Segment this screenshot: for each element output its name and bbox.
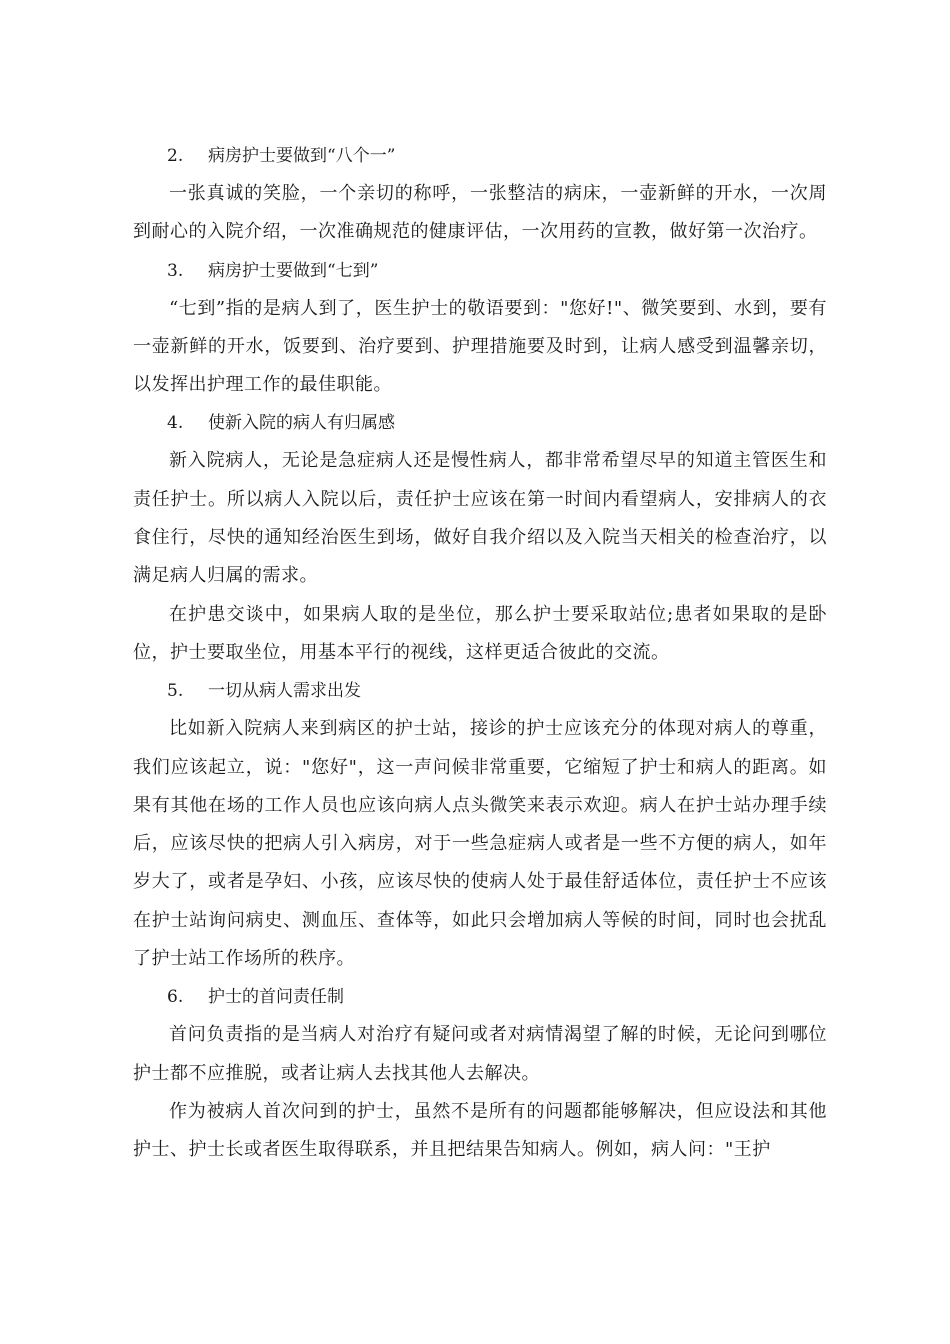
section-title: 使新入院的病人有归属感 (208, 413, 395, 434)
paragraph: 在护患交谈中，如果病人取的是坐位，那么护士要采取站位;患者如果取的是卧位，护士要取坐位，用基本平行的视线，这样更适合彼此的交流。 (133, 603, 827, 663)
section-title: 病房护士要做到“七到” (208, 260, 379, 281)
document-page (133, 137, 827, 1170)
section-heading (133, 404, 827, 442)
section-heading (133, 978, 827, 1016)
section-title: 护士的首问责任制 (208, 987, 344, 1008)
section-title: 一切从病人需求出发 (208, 681, 361, 702)
section-number: 6. (167, 987, 184, 1008)
section-title: 病房护士要做到“八个一” (208, 146, 396, 166)
section-number: 3. (167, 260, 184, 281)
section-heading (133, 137, 827, 175)
paragraph: 一张真诚的笑脸，一个亲切的称呼，一张整洁的病床，一壶新鲜的开水，一次周到耐心的入院介绍，一次准确规范的健康评估，一次用药的宣教，做好第一次治疗。 (133, 183, 827, 243)
paragraph: “七到”指的是病人到了，医生护士的敬语要到："您好!"、微笑要到、水到，要有一壶新鲜的开水，饭要到、治疗要到、护理措施要及时到，让病人感受到温馨亲切，以发挥出护理工作的最佳职能。 (133, 297, 827, 396)
section-number: 2. (167, 146, 184, 166)
section-heading (133, 672, 827, 710)
paragraph: 新入院病人，无论是急症病人还是慢性病人，都非常希望尽早的知道主管医生和责任护士。所以病人入院以后，责任护士应该在第一时间内看望病人，安排病人的衣食住行，尽快的通知经治医生到场，做好自我介绍以及入院当天相关的检查治疗，以满足病人归属的需求。 (133, 450, 827, 587)
paragraph: 首问负责指的是当病人对治疗有疑问或者对病情渴望了解的时候，无论问到哪位护士都不应推脱，或者让病人去找其他人去解决。 (133, 1024, 827, 1084)
section-number: 4. (167, 413, 184, 434)
section-number: 5. (167, 681, 184, 702)
paragraph: 比如新入院病人来到病区的护士站，接诊的护士应该充分的体现对病人的尊重，我们应该起立，说："您好"，这一声问候非常重要，它缩短了护士和病人的距离。如果有其他在场的工作人员也应该向病人点头微笑来表示欢迎。病人在护士站办理手续后，应该尽快的把病人引入病房，对于一些急症病人或者是一些不方便的病人，如年岁大了，或者是孕妇、小孩，应该尽快的使病人处于最佳舒适体位，责任护士不应该在护士站询问病史、测血压、查体等，如此只会增加病人等候的时间，同时也会扰乱了护士站工作场所的秩序。 (133, 718, 827, 970)
paragraph: 作为被病人首次问到的护士，虽然不是所有的问题都能够解决，但应设法和其他护士、护士长或者医生取得联系，并且把结果告知病人。例如，病人问："王护 (133, 1100, 827, 1161)
section-heading (133, 252, 827, 290)
